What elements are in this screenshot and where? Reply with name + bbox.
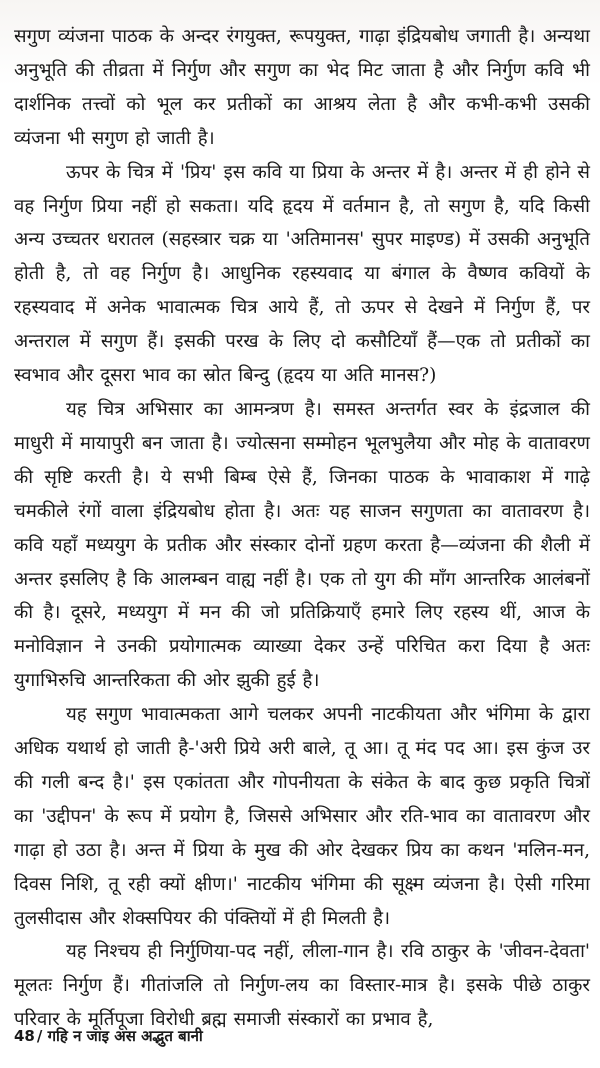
body-text [14, 20, 590, 1037]
page-footer [14, 1024, 203, 1048]
running-title: गहि न जाइ अस अद्भुत बानी [47, 1027, 203, 1045]
paragraph-2: ऊपर के चित्र में 'प्रिय' इस कवि या प्रिया के अन्तर में है। अन्तर में ही होने से वह निर्गुण प्रिया नहीं हो सकता। यदि हृदय में वर्तमान है, तो सगुण है, यदि किसी अन्य उच्चतर धरातल (सहस्त्रार चक्र या 'अतिमानस' सुपर माइण्ड) में उसकी अनुभूति होती है, तो वह निर्गुण है। आधुनिक रहस्यवाद या बंगाल के वैष्णव कवियों के रहस्यवाद में अनेक भावात्मक चित्र आये हैं, तो ऊपर से देखने में निर्गुण हैं, पर अन्तराल में सगुण हैं। इसकी परख के लिए दो कसौटियाँ हैं—एक तो प्रतीकों का स्वभाव और दूसरा भाव का स्रोत बिन्दु (हृदय या अति मानस?) [14, 161, 590, 387]
paragraph-4: यह सगुण भावात्मकता आगे चलकर अपनी नाटकीयता और भंगिमा के द्वारा अधिक यथार्थ हो जाती है-'अरी प्रिये अरी बाले, तू आ। तू मंद पद आ। इस कुंज उर की गली बन्द है।' इस एकांतता और गोपनीयता के संकेत के बाद कुछ प्रकृति चित्रों का 'उद्दीपन' के रूप में प्रयोग है, जिससे अभिसार और रति-भाव का वातावरण और गाढ़ा हो उठा है। अन्त में प्रिया के मुख की ओर देखकर प्रिय का कथन 'मलिन-मन, दिवस निशि, तू रही क्यों क्षीण।' नाटकीय भंगिमा की सूक्ष्म व्यंजना है। ऐसी गरिमा तुलसीदास और शेक्सपियर की पंक्तियों में ही मिलती है। [14, 704, 590, 929]
paragraph-5: यह निश्चय ही निर्गुणिया-पद नहीं, लीला-गान है। रवि ठाकुर के 'जीवन-देवता' मूलतः निर्गुण हैं। गीतांजलि तो निर्गुण-लय का विस्तार-मात्र है। इसके पीछे ठाकुर परिवार के मूर्तिपूजा विरोधी ब्रह्म समाजी संस्कारों का प्रभाव है, [14, 941, 590, 1031]
footer-separator: / [36, 1027, 43, 1045]
paragraph-1: सगुण व्यंजना पाठक के अन्दर रंगयुक्त, रूपयुक्त, गाढ़ा इंद्रियबोध जगाती है। अन्यथा अनुभूति की तीव्रता में निर्गुण और सगुण का भेद मिट जाता है और निर्गुण कवि भी दार्शनिक तत्त्वों को भूल कर प्रतीकों का आश्रय लेता है और कभी-कभी उसकी व्यंजना भी सगुण हो जाती है। [14, 26, 591, 149]
page-number: 48 [14, 1027, 35, 1045]
paragraph-3: यह चित्र अभिसार का आमन्त्रण है। समस्त अन्तर्गत स्वर के इंद्रजाल की माधुरी में मायापुरी बन जाता है। ज्योत्सना सम्मोहन भूलभुलैया और मोह के वातावरण की सृष्टि करती है। ये सभी बिम्ब ऐसे हैं, जिनका पाठक के भावाकाश में गाढ़े चमकीले रंगों वाला इंद्रियबोध होता है। अतः यह साजन सगुणता का वातावरण है। कवि यहाँ मध्ययुग के प्रतीक और संस्कार दोनों ग्रहण करता है—व्यंजना की शैली में अन्तर इसलिए है कि आलम्बन वाह्य नहीं है। एक तो युग की माँग आन्तरिक आलंबनों की है। दूसरे, मध्ययुग में मन की जो प्रतिक्रियाएँ हमारे लिए रहस्य थीं, आज के मनोविज्ञान ने उनकी प्रयोगात्मक व्याख्या देकर उन्हें परिचित करा दिया है अतः युगाभिरुचि आन्तरिकता की ओर झुकी हुई है। [14, 398, 590, 692]
